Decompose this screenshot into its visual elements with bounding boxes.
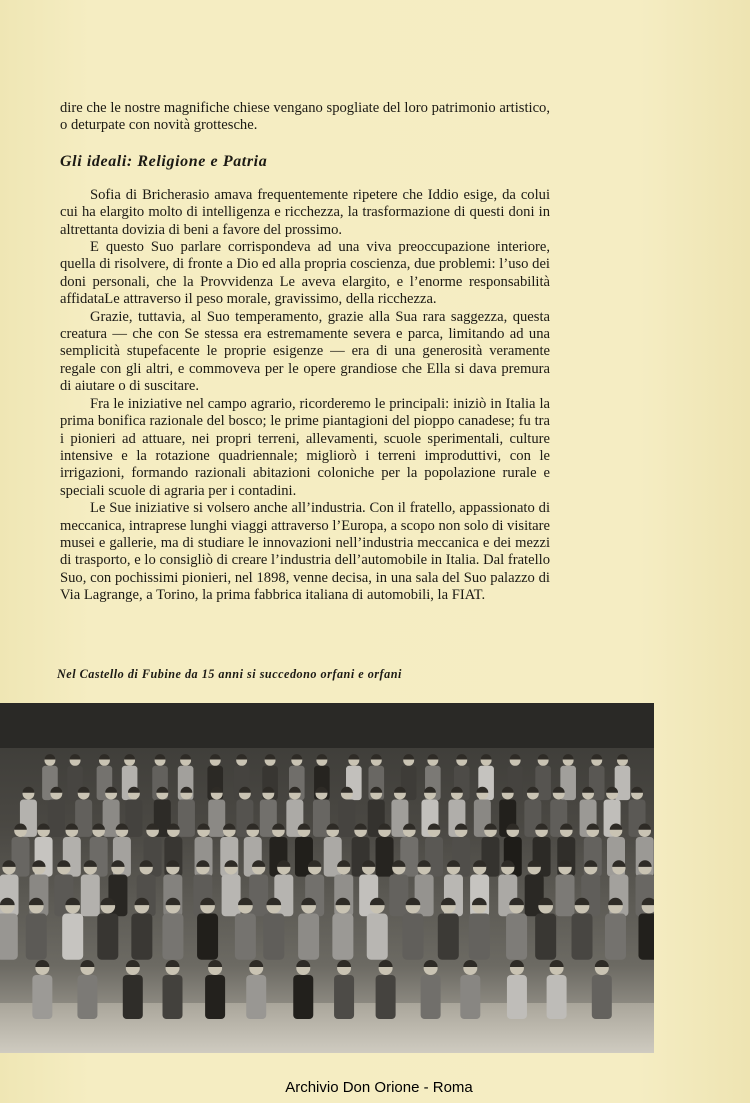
child-figure-body bbox=[438, 914, 459, 960]
child-figure-body bbox=[367, 914, 388, 960]
child-figure-body bbox=[572, 914, 593, 960]
child-figure-body bbox=[246, 975, 266, 1019]
child-figure-body bbox=[178, 800, 195, 837]
child-figure-body bbox=[208, 800, 225, 837]
archive-footer bbox=[0, 1079, 750, 1096]
child-figure-body bbox=[421, 975, 441, 1019]
paragraph-1: Sofia di Bricherasio amava frequentemente ripetere che Iddio esige, da colui cui ha elargito molto di intelligenza e ricchezza, la trasformazione di questi doni in altrettanta dovizia di beni a favore del prossimo. bbox=[60, 186, 550, 238]
paragraph-5: Le Sue iniziative si volsero anche all’industria. Con il fratello, appassionato di meccanica, intraprese lunghi viaggi attraverso l’Europa, a scopo non solo di visitare musei e gallerie, ma di studiare le innovazioni nell’industria meccanica e dei mezzi di trasporto, e lo consigliò di creare l’industria dell’automobile in Italia. Dal fratello Suo, con pochissimi pionieri, nel 1898, venne decisa, in una sala del Suo palazzo di Via Lagrange, a Torino, la prima fabbrica italiana di automobili, la FIAT. bbox=[60, 500, 550, 604]
group-photo-image bbox=[0, 703, 654, 1053]
paragraph-2: E questo Suo parlare corrispondeva ad una viva preoccupazione interiore, quella di risolvere, di fronte a Dio ed alla propria coscienza, due problemi: l’uso dei doni personali, che la Provvidenza Le aveva elargito, e l’enorme responsabilità affidataLe attraverso il peso morale, gravissimo, della ricchezza. bbox=[60, 239, 550, 308]
text-column bbox=[60, 100, 550, 605]
child-figure-body bbox=[97, 914, 118, 960]
child-figure-body bbox=[263, 914, 284, 960]
child-figure-body bbox=[506, 914, 527, 960]
child-figure-body bbox=[249, 875, 268, 917]
child-figure-body bbox=[48, 800, 65, 837]
child-figure-body bbox=[389, 875, 408, 917]
child-figure-body bbox=[469, 914, 490, 960]
child-figure-body bbox=[62, 914, 83, 960]
child-figure-body bbox=[197, 914, 218, 960]
paragraph-3: Grazie, tuttavia, al Suo temperamento, grazie alla Sua rara saggezza, questa creatura — che con Se stessa era estremamente severa e parca, limitando ad una semplicità stupefacente le proprie esigenze — era di una generosità veramente regale con gli altri, e commoveva per le opere grandiose che Ella si dava premura di aiutare o di suscitare. bbox=[60, 308, 550, 395]
child-figure-body bbox=[402, 914, 423, 960]
child-figure-body bbox=[77, 975, 97, 1019]
child-figure-body bbox=[222, 875, 241, 917]
child-figure-body bbox=[32, 975, 52, 1019]
child-figure-body bbox=[376, 975, 396, 1019]
child-figure-body bbox=[0, 914, 18, 960]
group-photo bbox=[0, 703, 654, 1053]
child-figure-body bbox=[547, 975, 567, 1019]
photo-caption: Nel Castello di Fubine da 15 anni si succedono orfani e orfani bbox=[57, 667, 402, 681]
child-figure-body bbox=[535, 914, 556, 960]
child-figure-body bbox=[235, 914, 256, 960]
child-figure-body bbox=[131, 914, 152, 960]
child-figure-body bbox=[26, 914, 47, 960]
child-figure-body bbox=[556, 875, 575, 917]
section-title: Gli ideali: Religione e Patria bbox=[60, 152, 268, 170]
child-figure-body bbox=[605, 914, 626, 960]
child-figure-body bbox=[460, 975, 480, 1019]
child-figure-body bbox=[81, 875, 100, 917]
child-figure-body bbox=[338, 800, 355, 837]
foliage-shadow bbox=[0, 703, 654, 748]
child-figure-body bbox=[507, 975, 527, 1019]
child-figure-body bbox=[293, 975, 313, 1019]
child-figure-body bbox=[332, 914, 353, 960]
child-figure-body bbox=[205, 975, 225, 1019]
child-figure-body bbox=[334, 975, 354, 1019]
child-figure-body bbox=[592, 975, 612, 1019]
child-figure-body bbox=[163, 975, 183, 1019]
child-figure-body bbox=[298, 914, 319, 960]
archive-label: Archivio Don Orione - Roma bbox=[285, 1079, 473, 1096]
paragraph-4: Fra le iniziative nel campo agrario, ricorderemo le principali: iniziò in Italia la prima bonifica razionale del bosco; le prime piantagioni del pioppo canadese; fu tra i pionieri ad attuare, nei propri terreni, allevamenti, scuole sperimentali, culture intensive e la rotazione quadriennale; migliorò i terreni improduttivi, con le irrigazioni, formando razionali abitazioni coloniche per la popolazione rurale e speciali scuole di agraria per i contadini. bbox=[60, 395, 550, 499]
intro-paragraph: dire che le nostre magnifiche chiese vengano spogliate del loro patrimonio artistico, o deturpate con novità grottesche. bbox=[60, 100, 550, 134]
child-figure-body bbox=[123, 975, 143, 1019]
child-figure-body bbox=[638, 914, 654, 960]
child-figure-body bbox=[376, 837, 394, 877]
child-figure-body bbox=[162, 914, 183, 960]
